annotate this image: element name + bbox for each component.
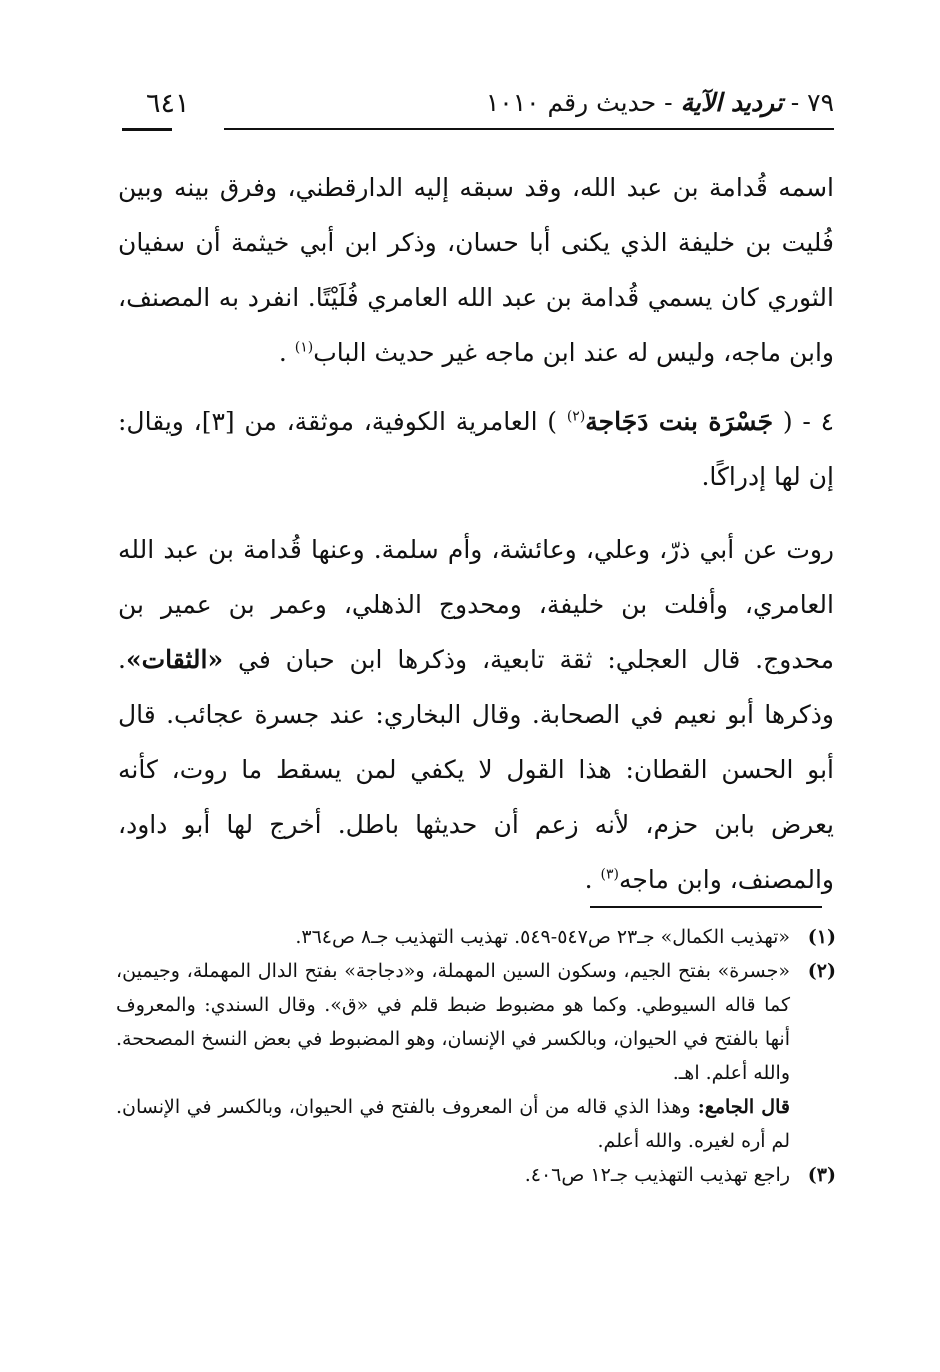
narrator-description: ) العامرية الكوفية، موثقة، من [٣]، ويقال: إن لها إدراكًا. [118, 407, 834, 491]
header-title-prefix: ٧٩ - [782, 88, 834, 117]
page-number-underline [122, 128, 172, 131]
paragraph-qudama [118, 160, 834, 380]
paragraph-jasra-text-rest: . وذكرها أبو نعيم في الصحابة. وقال البخاري: عند جسرة عجائب. قال أبو الحسن القطان: هذا القول لا يكفي لمن يسقط ما روت، كأنه يعرض بابن حزم، لأنه زعم أن حديثها باطل. أخرج لها أبو داود، والمصنف، وابن ماجه [118, 645, 834, 894]
footnote-number: (٣) [807, 1164, 836, 1186]
footnote-number: (٢) [807, 960, 836, 982]
footnote-3 [116, 1158, 836, 1192]
footnote-2 [116, 954, 836, 1158]
compiler-note-label: قال الجامع: [690, 1096, 790, 1118]
footnote-ref-1: (١) [294, 339, 314, 356]
header-hadith-number: - حديث رقم ١٠١٠ [485, 88, 681, 117]
paragraph-qudama-end: . [278, 338, 295, 367]
paragraph-jasra-heading [118, 394, 834, 504]
compiler-note-text: وهذا الذي قاله من أن المعروف بالفتح في الحيوان، وبالكسر في الإنسان. لم أره لغيره. والله أعلم. [116, 1096, 790, 1152]
footnote-text: «تهذيب الكمال» جـ٢٣ ص٥٤٧-٥٤٩. تهذيب التهذيب جـ٨ ص٣٦٤. [295, 926, 790, 948]
footnote-text: «جسرة» بفتح الجيم، وسكون السين المهملة، و«دجاجة» بفتح الدال المهملة، وجيمين، كما قاله السيوطي. وكما هو مضبوط ضبط قلم في «ق». وقال السندي: والمعروف أنها بالفتح في الحيوان، وبالكسر في الإنسان، وهو المضبوط في بعض النسخ المصححة. والله أعلم. اهـ. [116, 960, 790, 1084]
footnote-compiler-note [116, 1090, 790, 1158]
main-text [118, 160, 834, 907]
narrator-name: جَسْرَة بنت دَجَاجة [585, 407, 774, 436]
paragraph-jasra-text: روت عن أبي ذرّ، وعلي، وعائشة، وأم سلمة. وعنها قُدامة بن عبد الله العامري، وأفلت بن خليفة، ومحدوج الذهلي، وعمر بن عمير بن محدوج. قال العجلي: ثقة تابعية، وذكرها ابن حبان في [118, 535, 834, 674]
running-header [122, 88, 834, 132]
book-title-thiqat: «الثقات» [125, 645, 224, 674]
footnote-separator [590, 906, 822, 908]
footnote-ref-2: (٢) [566, 408, 586, 425]
paragraph-qudama-text: اسمه قُدامة بن عبد الله، وقد سبقه إليه الدارقطني، وفرق بينه وبين فُليت بن خليفة الذي يكنى أبا حسان، وذكر ابن أبي خيثمة أن سفيان الثوري كان يسمي قُدامة بن عبد الله العامري فُلَيْتًا. انفرد به المصنف، وابن ماجه، وليس له عند ابن ماجه غير حديث الباب [118, 173, 834, 367]
entry-number: ٤ - ( [773, 407, 834, 436]
header-sura-name: ترديد الآية [680, 88, 783, 117]
footnote-number: (١) [807, 926, 836, 948]
footnotes [116, 920, 836, 1192]
page-number: ٦٤١ [146, 88, 190, 119]
footnote-ref-3: (٣) [600, 866, 619, 883]
paragraph-jasra-details [118, 522, 834, 907]
header-title [486, 88, 834, 117]
paragraph-jasra-end: . [584, 865, 601, 894]
header-rule [224, 128, 834, 130]
footnote-text: راجع تهذيب التهذيب جـ١٢ ص٤٠٦. [524, 1164, 790, 1186]
footnote-1 [116, 920, 836, 954]
